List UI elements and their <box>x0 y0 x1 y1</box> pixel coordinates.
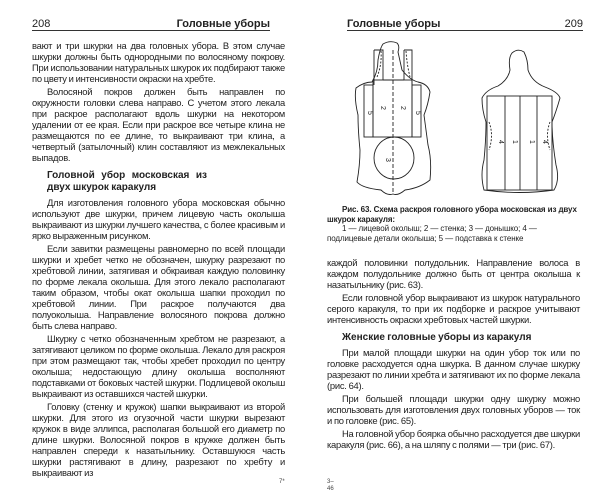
paragraph: каждой половинки полудольник. Направление волоса в каждом полудольнике должно быть от центра околыша к назатыльнику (рис. 63). <box>327 257 580 290</box>
page-header <box>347 18 583 31</box>
paragraph: Волосяной покров должен быть направлен по окружности головки слева направо. С учетом этого лекала при раскрое располагают вдоль шкурки на некотором удалении от ее края. Если при раскрое все четыре клина не размещаются по ее длине, то выкраивают три клина, а четвертый (затылочный) клин составляют из межлекальных выпадов. <box>32 86 285 163</box>
caption-legend: 1 — лицевой околыш; 2 — стенка; 3 — донышко; 4 — подлицевые детали околыша; 5 — подставка к стенке <box>327 224 537 243</box>
figure-label: 2 <box>379 106 386 110</box>
paragraph: Если завитки размещены равномерно по всей площади шкурки и хребет четко не обозначен, шкурку разрезают по хребтовой линии, затягивая и обкраивая каждую половинку по форме лекала околыша. Для этого лекало располагают таким образом, чтобы окат околыша шапки проходил по хребтовой линии. При раскрое получаются два полуоколыша. Направление волосяного покрова должно быть слева направо. <box>32 243 285 331</box>
right-text-column <box>327 257 580 452</box>
figure-label: 1 <box>511 140 518 144</box>
signature-mark: 7* <box>279 479 285 485</box>
figure-label: 4 <box>541 140 548 144</box>
figure-label: 5 <box>414 111 421 115</box>
paragraph: При малой площади шкурки на один убор ток или по головке расходуется одна шкурка. В данном случае шкурку разрезают по линии хребта и затягивают их по форме лекала (рис. 64). <box>327 347 580 391</box>
figure-caption <box>327 205 580 243</box>
paragraph: Для изготовления головного убора московская обычно используют две шкурки, причем лицевую часть околыша выкраивают из шкурки лучшего качества, с более красивым и ярко выраженным рисунком. <box>32 197 285 241</box>
paragraph: Шкурку с четко обозначенным хребтом не разрезают, а затягивают целиком по форме околыша. Лекало для раскроя при этом размещают так, чтобы хребет проходил по центру околыша; недостающую длину околыша восполняют подставками от боковых частей шкурки. Подлицевой околыш выкраивают из оставшихся частей шкурки. <box>32 333 285 399</box>
caption-title: Рис. 63. Схема раскроя головного убора московская из двух шкурок каракуля: <box>327 205 577 224</box>
paragraph: Если головной убор выкраивают из шкурок натурального серого каракуля, то при их подборке и раскрое учитывают интенсивность окраски хребтовых частей шкурки. <box>327 292 580 325</box>
paragraph: На головной убор боярка обычно расходуется две шкурки каракуля (рис. 66), а на шляпу с полями — три (рис. 67). <box>327 428 580 450</box>
page-number: 208 <box>32 18 51 30</box>
signature-mark: 3–46 <box>327 479 334 492</box>
section-heading: Женские головные уборы из каракуля <box>342 332 532 343</box>
crown-piece-3 <box>374 137 414 179</box>
figure-label: 1 <box>528 140 535 144</box>
figure-label: 2 <box>399 106 406 110</box>
right-skin-outline <box>482 50 560 192</box>
figure-label: 3 <box>384 158 391 162</box>
paragraph: Головку (стенку и кружок) шапки выкраивают из второй шкурки. Для этого из огузочной части шкурки вырезают кружок в виде эллипса, располагая большой его диаметр по длине шкурки. Волосяной покров в кружке должен быть направлен спереди к назатыльнику. Оставшуюся часть шкурки растягивают в длину, разрезают по хребту и выкраивают из <box>32 401 285 478</box>
page-header <box>32 18 270 31</box>
left-text-column <box>32 40 285 480</box>
paragraph: вают и три шкурки на два головных убора. В этом случае шкурки должны быть однородными по волосяному покрову. При использовании натуральных шкурок их подбирают также по цвету и интенсивности окраски на хребте. <box>32 40 285 84</box>
paragraph: При большей площади шкурки одну шкурку можно использовать для изготовления двух головных уборов — ток и по головке (рис. 65). <box>327 393 580 426</box>
figure-label: 4 <box>497 140 504 144</box>
page-number: 209 <box>564 18 583 30</box>
section-heading: Головной убор московская из двух шкурок каракуля <box>47 170 207 193</box>
running-title: Головные уборы <box>347 18 441 30</box>
figure-label: 5 <box>366 111 373 115</box>
cutting-diagram-figure <box>300 35 600 200</box>
running-title: Головные уборы <box>176 18 270 30</box>
